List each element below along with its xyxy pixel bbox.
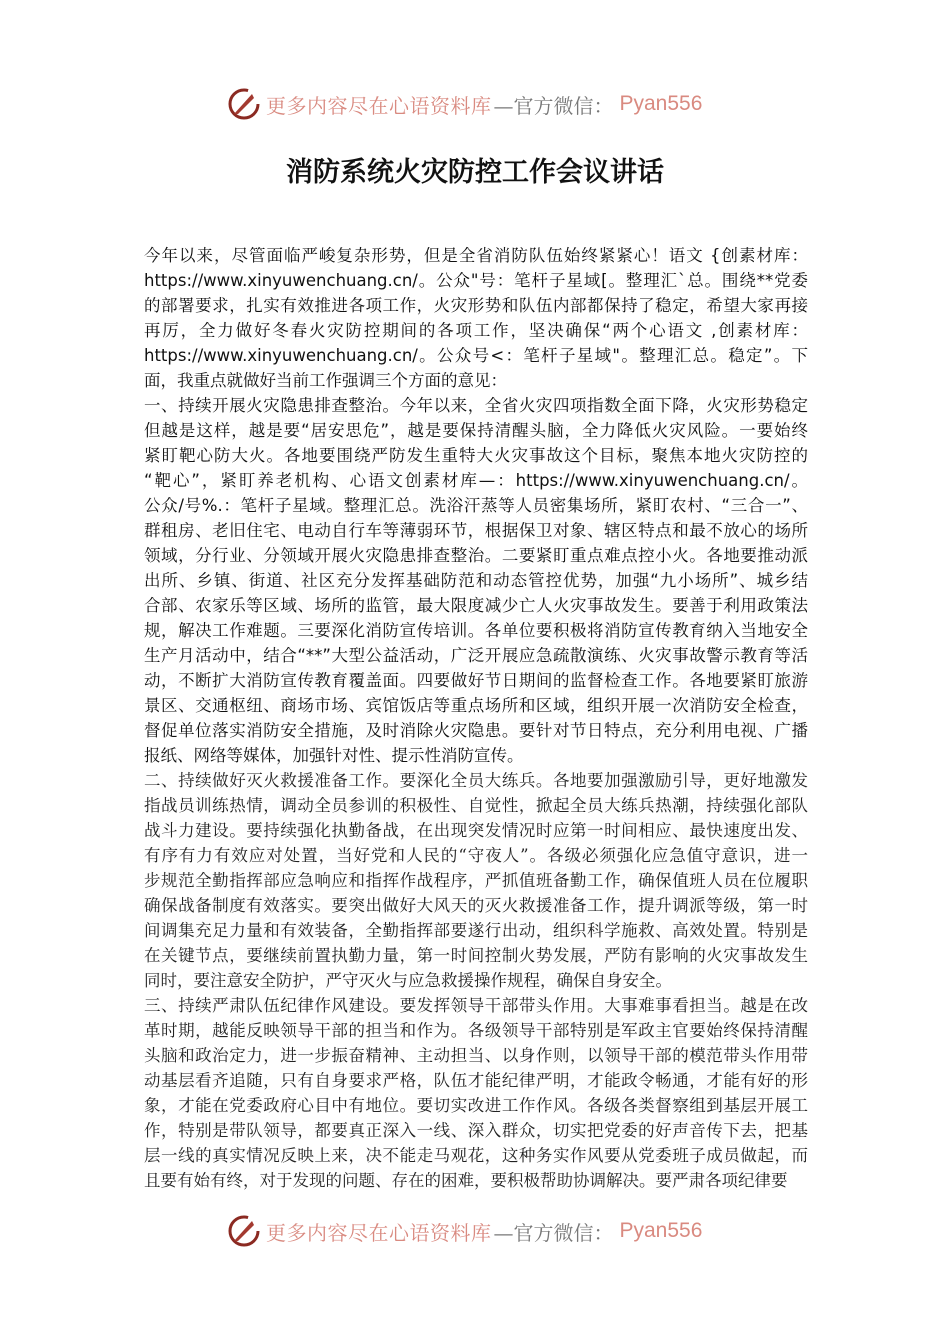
text-line: 二、持续做好灭火救援准备工作。要深化全员大练兵。各地要加强激励引导，更好地激发 — [144, 771, 808, 790]
text-line: “靶心”，紧盯养老机构、心语文创素材库—：https://www.xinyuwenchuang.cn/。 — [144, 471, 808, 490]
footer-banner — [226, 1211, 726, 1251]
text-line: 规，解决工作难题。三要深化消防宣传培训。各单位要积极将消防宣传教育纳入当地安全 — [144, 621, 808, 640]
paragraph — [144, 993, 808, 1193]
banner-sub-text: —官方微信： — [493, 1220, 614, 1245]
text-line: 的部署要求，扎实有效推进各项工作，火灾形势和队伍内部都保持了稳定，希望大家再接 — [144, 296, 808, 315]
text-line: 但越是这样，越是要“居安思危”，越是要保持清醒头脑，全力降低火灾风险。一要始终 — [144, 421, 808, 440]
text-line: 三、持续严肃队伍纪律作风建设。要发挥领导干部带头作用。大事难事看担当。越是在改 — [144, 996, 808, 1015]
banner-wechat-id: Pyan556 — [619, 1219, 703, 1242]
text-line: 督促单位落实消防安全措施，及时消除火灾隐患。要针对节日特点，充分利用电视、广播 — [144, 721, 808, 740]
text-line: 步规范全勤指挥部应急响应和指挥作战程序，严抓值班备勤工作，确保值班人员在位履职 — [144, 871, 808, 890]
text-line: 景区、交通枢纽、商场市场、宾馆饭店等重点场所和区域，组织开展一次消防安全检查， — [144, 696, 808, 715]
text-line: 紧盯靶心防大火。各地要围绕严防发生重特大火灾事故这个目标，聚焦本地火灾防控的 — [144, 446, 808, 465]
text-line: 动基层看齐追随，只有自身要求严格，队伍才能纪律严明，才能政令畅通，才能有好的形 — [144, 1071, 808, 1090]
text-line: https://www.xinyuwenchuang.cn/。公众"号：笔杆子星域[。整理汇`总。围绕**党委 — [144, 271, 808, 290]
document-title: 消防系统火灾防控工作会议讲话 — [286, 157, 664, 188]
quill-logo-icon — [226, 1213, 262, 1249]
text-line: 头脑和政治定力，进一步振奋精神、主动担当、以身作则，以领导干部的模范带头作用带 — [144, 1046, 808, 1065]
banner-main-text: 更多内容尽在心语资料库 — [266, 1220, 492, 1245]
banner-main-text: 更多内容尽在心语资料库 — [266, 93, 492, 118]
text-line: 今年以来，尽管面临严峻复杂形势，但是全省消防队伍始终紧紧心！语文 {创素材库： — [144, 246, 808, 265]
text-line: 群租房、老旧住宅、电动自行车等薄弱环节，根据保卫对象、辖区特点和最不放心的场所 — [144, 521, 808, 540]
paragraph — [144, 768, 808, 993]
text-line: 间调集充足力量和有效装备，全勤指挥部要遂行出动，组织科学施救、高效处置。特别是 — [144, 921, 808, 940]
banner-wechat-id: Pyan556 — [619, 92, 703, 115]
text-line: 确保战备制度有效落实。要突出做好大风天的灭火救援准备工作，提升调派等级，第一时 — [144, 896, 808, 915]
text-line: 动，不断扩大消防宣传教育覆盖面。四要做好节日期间的监督检查工作。各地要紧盯旅游 — [144, 671, 808, 690]
text-line: https://www.xinyuwenchuang.cn/。公众号<：笔杆子星域"。整理汇总。稳定”。下 — [144, 346, 808, 365]
header-banner — [226, 84, 726, 124]
text-line: 在关键节点，要继续前置执勤力量，第一时间控制火势发展，严防有影响的火灾事故发生 — [144, 946, 808, 965]
text-line: 出所、乡镇、街道、社区充分发挥基础防范和动态管控优势，加强“九小场所”、城乡结 — [144, 571, 808, 590]
banner-sub-text: —官方微信： — [493, 93, 614, 118]
document-body — [144, 243, 808, 1193]
text-line: 一、持续开展火灾隐患排查整治。今年以来，全省火灾四项指数全面下降，火灾形势稳定 — [144, 396, 808, 415]
text-line: 有序有力有效应对处置，当好党和人民的“守夜人”。各级必须强化应急值守意识，进一 — [144, 846, 808, 865]
text-line: 领域，分行业、分领域开展火灾隐患排查整治。二要紧盯重点难点控小火。各地要推动派 — [144, 546, 808, 565]
text-line: 革时期，越能反映领导干部的担当和作为。各级领导干部特别是军政主官要始终保持清醒 — [144, 1021, 808, 1040]
text-line: 战斗力建设。要持续强化执勤备战，在出现突发情况时应第一时间相应、最快速度出发、 — [144, 821, 808, 840]
paragraph — [144, 243, 808, 393]
text-line: 同时，要注意安全防护，严守灭火与应急救援操作规程，确保自身安全。 — [144, 971, 672, 990]
text-line: 公众/号%.：笔杆子星域。整理汇总。洗浴汗蒸等人员密集场所，紧盯农村、“三合一”、 — [144, 496, 808, 515]
text-line: 指战员训练热情，调动全员参训的积极性、自觉性，掀起全员大练兵热潮，持续强化部队 — [144, 796, 808, 815]
text-line: 作，特别是带队领导，都要真正深入一线、深入群众，切实把党委的好声音传下去，把基 — [144, 1121, 808, 1140]
text-line: 象，才能在党委政府心目中有地位。要切实改进工作作风。各级各类督察组到基层开展工 — [144, 1096, 808, 1115]
text-line: 报纸、网络等媒体，加强针对性、提示性消防宣传。 — [144, 746, 524, 765]
quill-logo-icon — [226, 86, 262, 122]
text-line: 再厉，全力做好冬春火灾防控期间的各项工作，坚决确保“两个心语文 ,创素材库： — [144, 321, 808, 340]
text-line: 层一线的真实情况反映上来，决不能走马观花，这种务实作风要从党委班子成员做起，而 — [144, 1146, 808, 1165]
text-line: 且要有始有终，对于发现的问题、存在的困难，要积极帮助协调解决。要严肃各项纪律要 — [144, 1171, 788, 1190]
text-line: 面，我重点就做好当前工作强调三个方面的意见： — [144, 371, 507, 390]
paragraph — [144, 393, 808, 768]
text-line: 生产月活动中，结合“**”大型公益活动，广泛开展应急疏散演练、火灾事故警示教育等活 — [144, 646, 808, 665]
text-line: 合部、农家乐等区域、场所的监管，最大限度减少亡人火灾事故发生。要善于利用政策法 — [144, 596, 808, 615]
